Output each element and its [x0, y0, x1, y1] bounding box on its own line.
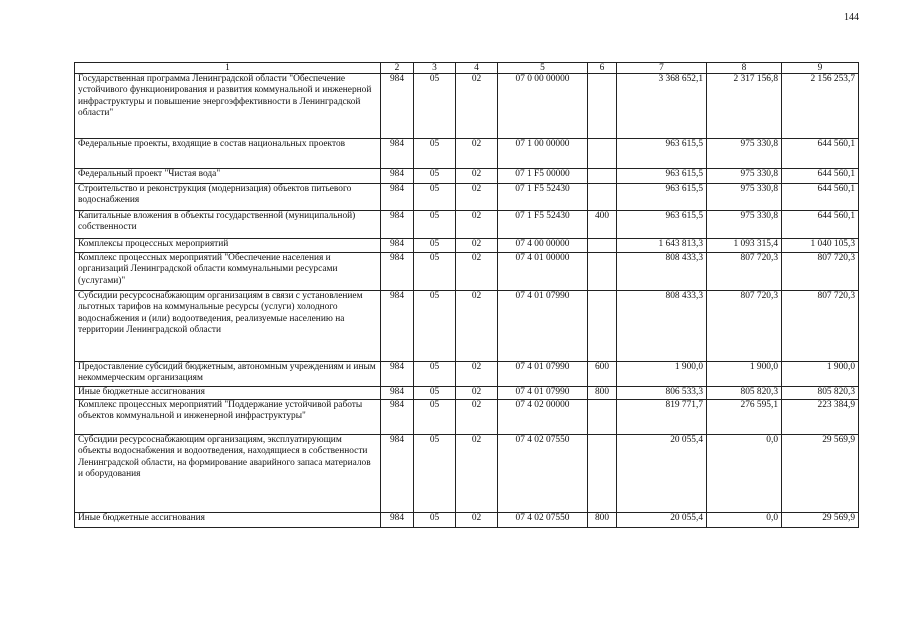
cell-amount-col8: 1 900,0: [707, 362, 782, 387]
cell-name: Федеральные проекты, входящие в состав национальных проектов: [75, 139, 381, 169]
cell-amount-col9: 2 156 253,7: [782, 74, 859, 139]
cell-section: 05: [414, 387, 456, 400]
budget-table: [74, 62, 859, 528]
cell-amount-col7: 20 055,4: [617, 513, 707, 528]
cell-code-admin: 984: [381, 291, 414, 362]
cell-code-admin: 984: [381, 239, 414, 253]
table-row: [75, 211, 859, 239]
cell-section: 05: [414, 513, 456, 528]
header-cell: 3: [414, 63, 456, 74]
cell-code-admin: 984: [381, 253, 414, 291]
cell-code-admin: 984: [381, 387, 414, 400]
header-cell: 7: [617, 63, 707, 74]
cell-target-article: 07 4 02 00000: [498, 400, 588, 435]
cell-amount-col9: 644 560,1: [782, 184, 859, 211]
cell-target-article: 07 4 02 07550: [498, 435, 588, 513]
cell-amount-col8: 1 093 315,4: [707, 239, 782, 253]
cell-amount-col8: 0,0: [707, 435, 782, 513]
cell-target-article: 07 1 F5 52430: [498, 184, 588, 211]
table-row: [75, 253, 859, 291]
table-row: [75, 139, 859, 169]
cell-target-article: 07 4 01 07990: [498, 362, 588, 387]
cell-amount-col7: 808 433,3: [617, 291, 707, 362]
cell-expense-type: [588, 184, 617, 211]
cell-amount-col7: 808 433,3: [617, 253, 707, 291]
cell-amount-col9: 29 569,9: [782, 513, 859, 528]
cell-subsection: 02: [456, 139, 498, 169]
cell-amount-col8: 805 820,3: [707, 387, 782, 400]
header-cell: 4: [456, 63, 498, 74]
cell-subsection: 02: [456, 253, 498, 291]
cell-section: 05: [414, 400, 456, 435]
cell-amount-col9: 807 720,3: [782, 253, 859, 291]
cell-amount-col8: 975 330,8: [707, 211, 782, 239]
cell-subsection: 02: [456, 435, 498, 513]
header-cell: 6: [588, 63, 617, 74]
cell-amount-col7: 963 615,5: [617, 211, 707, 239]
cell-subsection: 02: [456, 211, 498, 239]
cell-amount-col9: 1 040 105,3: [782, 239, 859, 253]
cell-name: Комплекс процессных мероприятий "Обеспечение населения и организаций Ленинградской области коммунальными ресурсами (услугами)": [75, 253, 381, 291]
cell-name: Комплекс процессных мероприятий "Поддержание устойчивой работы объектов коммунальной и инженерной инфраструктуры": [75, 400, 381, 435]
cell-amount-col9: 1 900,0: [782, 362, 859, 387]
cell-name: Предоставление субсидий бюджетным, автономным учреждениям и иным некоммерческим организациям: [75, 362, 381, 387]
cell-amount-col8: 975 330,8: [707, 184, 782, 211]
cell-amount-col7: 819 771,7: [617, 400, 707, 435]
cell-section: 05: [414, 362, 456, 387]
cell-amount-col8: 2 317 156,8: [707, 74, 782, 139]
cell-target-article: 07 1 F5 52430: [498, 211, 588, 239]
cell-name: Иные бюджетные ассигнования: [75, 513, 381, 528]
cell-amount-col9: 29 569,9: [782, 435, 859, 513]
cell-code-admin: 984: [381, 169, 414, 184]
cell-code-admin: 984: [381, 184, 414, 211]
cell-code-admin: 984: [381, 74, 414, 139]
table-header: [75, 63, 859, 74]
cell-expense-type: 400: [588, 211, 617, 239]
table-row: [75, 74, 859, 139]
cell-expense-type: [588, 435, 617, 513]
cell-expense-type: [588, 74, 617, 139]
cell-name: Субсидии ресурсоснабжающим организациям, эксплуатирующим объекты водоснабжения и водоотведения, находящиеся в собственности Ленинградской области, на формирование аварийного запаса материалов и оборудования: [75, 435, 381, 513]
cell-amount-col8: 807 720,3: [707, 253, 782, 291]
cell-expense-type: [588, 291, 617, 362]
table-row: [75, 239, 859, 253]
cell-amount-col8: 975 330,8: [707, 139, 782, 169]
cell-expense-type: [588, 400, 617, 435]
cell-expense-type: 800: [588, 513, 617, 528]
cell-code-admin: 984: [381, 362, 414, 387]
cell-section: 05: [414, 211, 456, 239]
cell-expense-type: 600: [588, 362, 617, 387]
cell-name: Субсидии ресурсоснабжающим организациям в связи с установлением льготных тарифов на коммунальные ресурсы (услуги) холодного водоснабжения и (или) водоотведения, реализуемые населению на территории Ленинградской области: [75, 291, 381, 362]
cell-amount-col9: 807 720,3: [782, 291, 859, 362]
cell-subsection: 02: [456, 400, 498, 435]
header-cell: 2: [381, 63, 414, 74]
cell-subsection: 02: [456, 239, 498, 253]
cell-target-article: 07 4 01 00000: [498, 253, 588, 291]
table-row: [75, 362, 859, 387]
table-row: [75, 169, 859, 184]
header-cell: 8: [707, 63, 782, 74]
cell-code-admin: 984: [381, 211, 414, 239]
cell-amount-col7: 3 368 652,1: [617, 74, 707, 139]
cell-amount-col9: 223 384,9: [782, 400, 859, 435]
cell-amount-col8: 975 330,8: [707, 169, 782, 184]
cell-target-article: 07 1 00 00000: [498, 139, 588, 169]
cell-code-admin: 984: [381, 139, 414, 169]
cell-section: 05: [414, 239, 456, 253]
cell-target-article: 07 1 F5 00000: [498, 169, 588, 184]
page-number: 144: [844, 12, 859, 23]
cell-expense-type: [588, 253, 617, 291]
cell-amount-col7: 963 615,5: [617, 139, 707, 169]
cell-target-article: 07 4 01 07990: [498, 387, 588, 400]
cell-expense-type: [588, 139, 617, 169]
cell-amount-col9: 644 560,1: [782, 169, 859, 184]
cell-name: Строительство и реконструкция (модернизация) объектов питьевого водоснабжения: [75, 184, 381, 211]
cell-code-admin: 984: [381, 435, 414, 513]
cell-subsection: 02: [456, 169, 498, 184]
cell-section: 05: [414, 74, 456, 139]
table-row: [75, 513, 859, 528]
cell-name: Государственная программа Ленинградской области "Обеспечение устойчивого функционирования и развития коммунальной и инженерной инфраструктуры и повышение энергоэффективности в Ленинградской области": [75, 74, 381, 139]
cell-subsection: 02: [456, 387, 498, 400]
cell-amount-col7: 963 615,5: [617, 169, 707, 184]
cell-expense-type: [588, 239, 617, 253]
header-cell: 1: [75, 63, 381, 74]
cell-subsection: 02: [456, 74, 498, 139]
cell-amount-col7: 806 533,3: [617, 387, 707, 400]
cell-name: Комплексы процессных мероприятий: [75, 239, 381, 253]
cell-section: 05: [414, 253, 456, 291]
header-cell: 5: [498, 63, 588, 74]
table-row: [75, 387, 859, 400]
cell-amount-col7: 963 615,5: [617, 184, 707, 211]
cell-code-admin: 984: [381, 400, 414, 435]
cell-amount-col8: 276 595,1: [707, 400, 782, 435]
cell-section: 05: [414, 139, 456, 169]
cell-target-article: 07 0 00 00000: [498, 74, 588, 139]
cell-target-article: 07 4 01 07990: [498, 291, 588, 362]
table-row: [75, 184, 859, 211]
cell-amount-col9: 644 560,1: [782, 211, 859, 239]
cell-subsection: 02: [456, 184, 498, 211]
cell-target-article: 07 4 02 07550: [498, 513, 588, 528]
cell-subsection: 02: [456, 362, 498, 387]
cell-subsection: 02: [456, 513, 498, 528]
cell-section: 05: [414, 169, 456, 184]
table-row: [75, 400, 859, 435]
cell-code-admin: 984: [381, 513, 414, 528]
cell-amount-col9: 644 560,1: [782, 139, 859, 169]
cell-amount-col7: 1 643 813,3: [617, 239, 707, 253]
cell-amount-col8: 807 720,3: [707, 291, 782, 362]
cell-name: Капитальные вложения в объекты государственной (муниципальной) собственности: [75, 211, 381, 239]
table-row: [75, 435, 859, 513]
cell-amount-col9: 805 820,3: [782, 387, 859, 400]
cell-name: Иные бюджетные ассигнования: [75, 387, 381, 400]
cell-expense-type: 800: [588, 387, 617, 400]
header-cell: 9: [782, 63, 859, 74]
cell-target-article: 07 4 00 00000: [498, 239, 588, 253]
cell-name: Федеральный проект "Чистая вода": [75, 169, 381, 184]
table-row: [75, 291, 859, 362]
cell-amount-col7: 20 055,4: [617, 435, 707, 513]
cell-amount-col8: 0,0: [707, 513, 782, 528]
cell-expense-type: [588, 169, 617, 184]
cell-section: 05: [414, 291, 456, 362]
cell-amount-col7: 1 900,0: [617, 362, 707, 387]
table-body: [75, 74, 859, 528]
cell-section: 05: [414, 435, 456, 513]
cell-section: 05: [414, 184, 456, 211]
cell-subsection: 02: [456, 291, 498, 362]
